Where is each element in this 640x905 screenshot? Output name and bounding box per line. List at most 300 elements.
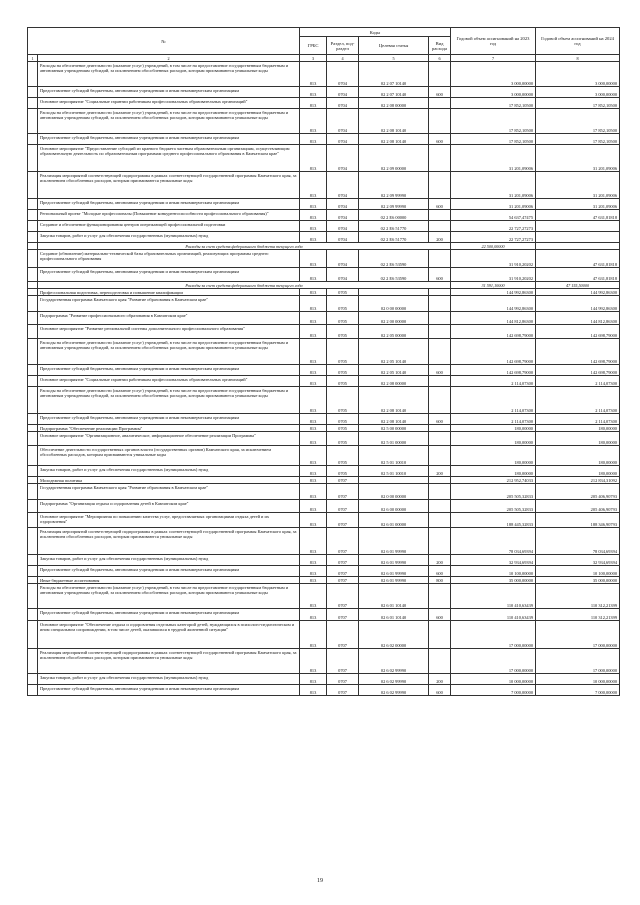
cell-grbs: 813: [300, 312, 327, 325]
cell-vid: [429, 221, 451, 232]
cell-name: Основное мероприятие "Развитие региональной системы дополнительного профессионального образования": [38, 325, 300, 339]
cell-razdel: 0704: [327, 62, 359, 87]
cell-index: [28, 466, 38, 477]
cell-grbs: 813: [300, 232, 327, 243]
cell-amount-2024: 32 934,69394: [536, 555, 620, 566]
header-colnum: 8: [536, 55, 620, 62]
cell-csr: 02 2 08 10140: [359, 387, 429, 414]
cell-csr: 02 2 00 00000: [359, 312, 429, 325]
header-codes: Коды: [300, 28, 451, 37]
cell-vid: [429, 109, 451, 134]
cell-razdel: 0704: [327, 232, 359, 243]
cell-razdel: 0705: [327, 339, 359, 365]
header-colnum: 5: [359, 55, 429, 62]
cell-amount-2024: 144 812,86300: [536, 312, 620, 325]
cell-grbs: 813: [300, 87, 327, 98]
cell-razdel: 0704: [327, 134, 359, 145]
cell-index: [28, 387, 38, 414]
cell-csr: 02 2 08 10140: [359, 134, 429, 145]
cell-razdel: 0705: [327, 289, 359, 296]
table-row: [28, 289, 620, 296]
cell-amount-2023: 180,00000: [451, 446, 536, 466]
cell-razdel: 0707: [327, 577, 359, 584]
cell-name: Предоставление субсидий бюджетным, автономным учреждениям и иным некоммерческим организациям: [38, 685, 300, 696]
cell-vid: [429, 621, 451, 649]
cell-amount-2024: 35 000,00000: [536, 577, 620, 584]
cell-index: [28, 282, 38, 289]
cell-name: Расходы на обеспечение деятельности (оказание услуг) учреждений, в том числе на предоставление государственным бюджетным и автономным учреждениям субсидий, за исключением обособленных расходов, которым присваиваются уникальные коды: [38, 339, 300, 365]
table-row: [28, 555, 620, 566]
cell-name: Подпрограмма "Организация отдыха и оздоровления детей в Камчатском крае": [38, 500, 300, 513]
cell-grbs: 813: [300, 414, 327, 425]
table-row: [28, 134, 620, 145]
cell-amount-2024: 3 000,00000: [536, 62, 620, 87]
cell-index: [28, 325, 38, 339]
cell-amount-2024: [536, 232, 620, 243]
table-row: [28, 312, 620, 325]
header-2023: Годовой объем ассигнований на 2023 год: [451, 28, 536, 55]
cell-amount-2023: 17 852,10500: [451, 134, 536, 145]
cell-amount-2023: 144 812,86300: [451, 312, 536, 325]
cell-grbs: 813: [300, 685, 327, 696]
cell-razdel: 0707: [327, 513, 359, 528]
header-num: №: [28, 28, 300, 55]
cell-csr: 02 6 02 99990: [359, 685, 429, 696]
table-row: [28, 446, 620, 466]
cell-grbs: 813: [300, 649, 327, 674]
cell-name: Расходы на обеспечение деятельности (оказание услуг) учреждений, в том числе на предоставление государственным бюджетным и автономным учреждениям субсидий, за исключением обособленных расходов, которым присваиваются уникальные коды: [38, 109, 300, 134]
cell-csr: 02 2 E6 51770: [359, 221, 429, 232]
table-row: [28, 376, 620, 387]
cell-grbs: 813: [300, 577, 327, 584]
cell-name: Расходы на обеспечение деятельности (оказание услуг) учреждений, в том числе на предоставление государственным бюджетным и автономным учреждениям субсидий, за исключением обособленных расходов, которым присваиваются уникальные коды: [38, 387, 300, 414]
table-row: [28, 685, 620, 696]
cell-name: Иные бюджетные ассигнования: [38, 577, 300, 584]
cell-name: Предоставление субсидий бюджетным, автономным учреждениям и иным некоммерческим организациям: [38, 609, 300, 621]
table-row: [28, 500, 620, 513]
cell-vid: [429, 289, 451, 296]
cell-razdel: 0705: [327, 446, 359, 466]
cell-index: [28, 477, 38, 484]
cell-name: Основное мероприятие "Предоставление субсидий из краевого бюджета частным образовательным организациям, осуществляющим образовательную деятельность по образовательным программам среднего профессионального образования в Камчатском крае": [38, 145, 300, 172]
cell-csr: 02 2 08 10140: [359, 109, 429, 134]
cell-grbs: 813: [300, 674, 327, 685]
cell-grbs: 813: [300, 221, 327, 232]
cell-index: [28, 425, 38, 432]
cell-vid: [429, 446, 451, 466]
cell-name: Создание (обновление) материально-технической базы образовательных организаций, реализующих программы среднего профессионального образования: [38, 250, 300, 268]
cell-index: [28, 566, 38, 577]
cell-index: [28, 145, 38, 172]
cell-amount-2023: 22 500,00000: [451, 243, 536, 250]
cell-name: Подпрограмма "Развитие профессионального образования в Камчатском крае": [38, 312, 300, 325]
cell-csr: 02 6 01 99990: [359, 555, 429, 566]
cell-amount-2024: 205 406,90793: [536, 484, 620, 500]
cell-razdel: 0707: [327, 500, 359, 513]
cell-grbs: 813: [300, 62, 327, 87]
cell-amount-2024: 47 631,81818: [536, 210, 620, 221]
cell-vid: [429, 528, 451, 555]
cell-name: Региональный проект "Молодые профессионалы (Повышение конкурентоспособности профессионального образования)": [38, 210, 300, 221]
cell-amount-2024: 7 000,00000: [536, 685, 620, 696]
table-row: [28, 674, 620, 685]
cell-csr: 02 5 01 10010: [359, 446, 429, 466]
cell-csr: 02 2 08 10140: [359, 414, 429, 425]
cell-amount-2023: 31 910,20202: [451, 268, 536, 282]
cell-amount-2024: 180,00000: [536, 466, 620, 477]
cell-amount-2024: 142 698,79000: [536, 325, 620, 339]
cell-index: [28, 609, 38, 621]
cell-vid: 600: [429, 199, 451, 210]
cell-index: [28, 268, 38, 282]
cell-vid: [429, 312, 451, 325]
table-row: [28, 425, 620, 432]
cell-amount-2024: 2 114,07300: [536, 387, 620, 414]
cell-index: [28, 555, 38, 566]
table-row: [28, 466, 620, 477]
cell-amount-2023: 22 727,27273: [451, 232, 536, 243]
table-row: [28, 528, 620, 555]
cell-csr: 02 2 E6 53590: [359, 250, 429, 268]
table-row: [28, 232, 620, 243]
table-row: [28, 365, 620, 376]
table-row: [28, 609, 620, 621]
table-row: [28, 649, 620, 674]
cell-index: [28, 446, 38, 466]
table-row: [28, 584, 620, 609]
cell-note: Расходы за счет средств федерального бюджета текущего года: [38, 243, 451, 250]
cell-grbs: 813: [300, 609, 327, 621]
cell-csr: 02 6 02 99990: [359, 649, 429, 674]
cell-razdel: 0705: [327, 312, 359, 325]
table-row: [28, 621, 620, 649]
cell-name: Предоставление субсидий бюджетным, автономным учреждениям и иным некоммерческим организациям: [38, 87, 300, 98]
cell-amount-2024: 2 114,07300: [536, 376, 620, 387]
cell-name: Основное мероприятие "Социальные гарантии работникам профессиональных образовательных организаций": [38, 98, 300, 109]
cell-csr: 02 6 02 99990: [359, 674, 429, 685]
cell-amount-2024: 144 992,86300: [536, 289, 620, 296]
cell-amount-2023: 54 637,47475: [451, 210, 536, 221]
cell-razdel: 0707: [327, 685, 359, 696]
cell-name: Реализация мероприятий соответствующей подпрограммы в рамках соответствующей государственной программы Камчатского края, за исключением обособленных расходов, которым присваиваются уникальные коды: [38, 528, 300, 555]
cell-name: Государственная программа Камчатского края "Развитие образования в Камчатском крае": [38, 484, 300, 500]
header-colnum: 1: [28, 55, 38, 62]
cell-index: [28, 296, 38, 312]
table-row: [28, 566, 620, 577]
cell-razdel: 0707: [327, 477, 359, 484]
header-2024: Годовой объем ассигнований на 2024 год: [536, 28, 620, 55]
cell-vid: [429, 500, 451, 513]
cell-grbs: 813: [300, 339, 327, 365]
cell-amount-2024: 17 852,10500: [536, 109, 620, 134]
cell-amount-2023: 2 114,07300: [451, 387, 536, 414]
cell-amount-2023: 17 852,10500: [451, 109, 536, 134]
cell-csr: [359, 477, 429, 484]
cell-index: [28, 87, 38, 98]
cell-amount-2024: 31 201,09006: [536, 172, 620, 199]
cell-razdel: 0707: [327, 609, 359, 621]
cell-vid: 600: [429, 609, 451, 621]
cell-amount-2023: 205 505,32833: [451, 484, 536, 500]
cell-grbs: 813: [300, 365, 327, 376]
cell-amount-2023: 22 727,27273: [451, 221, 536, 232]
cell-amount-2024: 10 000,00000: [536, 674, 620, 685]
cell-amount-2024: 31 201,09006: [536, 145, 620, 172]
cell-csr: 02 2 08 00000: [359, 98, 429, 109]
cell-grbs: 813: [300, 466, 327, 477]
cell-amount-2023: 17 852,10500: [451, 98, 536, 109]
budget-table: [27, 27, 620, 696]
cell-razdel: 0707: [327, 621, 359, 649]
cell-grbs: 813: [300, 109, 327, 134]
cell-vid: [429, 584, 451, 609]
cell-vid: 200: [429, 232, 451, 243]
cell-amount-2024: 17 000,00000: [536, 621, 620, 649]
cell-vid: [429, 484, 451, 500]
cell-index: [28, 621, 38, 649]
cell-csr: 02 0 00 00000: [359, 484, 429, 500]
cell-amount-2024: 47 631,81818: [536, 268, 620, 282]
cell-vid: 600: [429, 414, 451, 425]
cell-csr: 02 2 05 10140: [359, 365, 429, 376]
cell-index: [28, 289, 38, 296]
cell-amount-2023: 31 591,10000: [451, 282, 536, 289]
cell-amount-2023: 3 000,00000: [451, 62, 536, 87]
cell-index: [28, 685, 38, 696]
cell-vid: [429, 649, 451, 674]
cell-amount-2023: 180,00000: [451, 432, 536, 446]
table-row: [28, 250, 620, 268]
cell-csr: 02 6 00 00000: [359, 500, 429, 513]
cell-amount-2024: [536, 221, 620, 232]
cell-csr: 02 6 01 99990: [359, 528, 429, 555]
cell-name: Закупка товаров, работ и услуг для обеспечения государственных (муниципальных) нужд: [38, 555, 300, 566]
cell-csr: [359, 289, 429, 296]
cell-amount-2023: 180,00000: [451, 466, 536, 477]
table-row: [28, 387, 620, 414]
cell-index: [28, 109, 38, 134]
cell-index: [28, 98, 38, 109]
table-row: [28, 145, 620, 172]
cell-razdel: 0705: [327, 414, 359, 425]
cell-vid: [429, 513, 451, 528]
cell-grbs: 813: [300, 500, 327, 513]
table-note-row: [28, 282, 620, 289]
cell-amount-2024: 110 312,21399: [536, 584, 620, 609]
header-colnum: 3: [300, 55, 327, 62]
cell-amount-2023: 3 000,00000: [451, 87, 536, 98]
cell-name: Реализация мероприятий соответствующей подпрограммы в рамках соответствующей государственной программы Камчатского края, за исключением обособленных расходов, которым присваиваются уникальные коды: [38, 649, 300, 674]
cell-razdel: 0705: [327, 466, 359, 477]
cell-amount-2024: 142 698,79000: [536, 365, 620, 376]
cell-csr: 02 6 01 10140: [359, 584, 429, 609]
cell-amount-2024: 110 312,21399: [536, 609, 620, 621]
table-row: [28, 484, 620, 500]
header-colnum: 6: [429, 55, 451, 62]
cell-amount-2024: 31 201,09006: [536, 199, 620, 210]
cell-amount-2023: 10 100,00000: [451, 566, 536, 577]
cell-name: Предоставление субсидий бюджетным, автономным учреждениям и иным некоммерческим организациям: [38, 566, 300, 577]
table-row: [28, 477, 620, 484]
cell-vid: [429, 296, 451, 312]
cell-razdel: 0705: [327, 387, 359, 414]
cell-grbs: 813: [300, 134, 327, 145]
cell-name: Предоставление субсидий бюджетным, автономным учреждениям и иным некоммерческим организациям: [38, 414, 300, 425]
cell-razdel: 0704: [327, 199, 359, 210]
cell-razdel: 0705: [327, 376, 359, 387]
cell-amount-2023: 110 410,63439: [451, 609, 536, 621]
cell-amount-2024: 212 834,31092: [536, 477, 620, 484]
table-row: [28, 513, 620, 528]
cell-amount-2024: 3 000,00000: [536, 87, 620, 98]
cell-amount-2024: 180,00000: [536, 425, 620, 432]
table-row: [28, 172, 620, 199]
cell-grbs: 813: [300, 584, 327, 609]
cell-name: Расходы на обеспечение деятельности (оказание услуг) учреждений, в том числе на предоставление государственным бюджетным и автономным учреждениям субсидий, за исключением обособленных расходов, которым присваиваются уникальные коды: [38, 62, 300, 87]
cell-amount-2023: 205 505,32833: [451, 500, 536, 513]
table-row: [28, 199, 620, 210]
cell-razdel: 0705: [327, 365, 359, 376]
cell-amount-2023: 31 201,09006: [451, 199, 536, 210]
cell-vid: [429, 210, 451, 221]
cell-razdel: 0705: [327, 425, 359, 432]
table-row: [28, 210, 620, 221]
cell-amount-2024: 47 155,50000: [536, 282, 620, 289]
cell-amount-2023: 110 410,63439: [451, 584, 536, 609]
cell-amount-2023: 17 000,00000: [451, 621, 536, 649]
cell-vid: [429, 376, 451, 387]
header-colnum: 7: [451, 55, 536, 62]
cell-grbs: 813: [300, 513, 327, 528]
cell-index: [28, 62, 38, 87]
cell-amount-2024: 180,00000: [536, 446, 620, 466]
cell-csr: 02 6 01 00000: [359, 513, 429, 528]
table-row: [28, 577, 620, 584]
cell-index: [28, 339, 38, 365]
cell-grbs: 813: [300, 387, 327, 414]
cell-amount-2023: 142 698,79000: [451, 339, 536, 365]
cell-amount-2023: 10 000,00000: [451, 674, 536, 685]
cell-vid: [429, 325, 451, 339]
cell-razdel: 0707: [327, 555, 359, 566]
cell-razdel: 0705: [327, 432, 359, 446]
cell-grbs: 813: [300, 376, 327, 387]
cell-vid: [429, 477, 451, 484]
cell-csr: 02 6 01 99990: [359, 577, 429, 584]
cell-csr: 02 2 09 99990: [359, 172, 429, 199]
page-number: 19: [317, 878, 323, 884]
cell-amount-2024: 144 992,86300: [536, 296, 620, 312]
cell-amount-2023: 212 952,74033: [451, 477, 536, 484]
cell-name: Подпрограмма "Обеспечение реализации Программы": [38, 425, 300, 432]
table-row: [28, 296, 620, 312]
cell-vid: 800: [429, 577, 451, 584]
cell-amount-2023: 142 698,79000: [451, 365, 536, 376]
cell-grbs: 813: [300, 296, 327, 312]
cell-razdel: 0704: [327, 109, 359, 134]
cell-csr: 02 0 00 00000: [359, 296, 429, 312]
cell-csr: 02 6 02 00000: [359, 621, 429, 649]
cell-grbs: 813: [300, 477, 327, 484]
cell-razdel: 0705: [327, 325, 359, 339]
cell-amount-2024: 78 034,69394: [536, 528, 620, 555]
cell-index: [28, 528, 38, 555]
cell-razdel: 0707: [327, 528, 359, 555]
cell-razdel: 0704: [327, 268, 359, 282]
table-row: [28, 98, 620, 109]
cell-index: [28, 432, 38, 446]
cell-amount-2023: 7 000,00000: [451, 685, 536, 696]
cell-amount-2024: 188 346,90793: [536, 513, 620, 528]
table-row: [28, 221, 620, 232]
cell-amount-2024: 17 852,10500: [536, 134, 620, 145]
cell-index: [28, 210, 38, 221]
cell-index: [28, 250, 38, 268]
cell-amount-2024: 2 114,07300: [536, 414, 620, 425]
cell-name: Государственная программа Камчатского края "Развитие образования в Камчатском крае": [38, 296, 300, 312]
cell-index: [28, 232, 38, 243]
cell-grbs: 813: [300, 325, 327, 339]
cell-vid: [429, 62, 451, 87]
table-row: [28, 87, 620, 98]
cell-amount-2023: 31 201,09006: [451, 145, 536, 172]
header-colnum: 4: [327, 55, 359, 62]
cell-name: Основное мероприятие "Мероприятия по повышению качества услуг, предоставляемых организациями отдыха детей и их оздоровления": [38, 513, 300, 528]
cell-name: Предоставление субсидий бюджетным, автономным учреждениям и иным некоммерческим организациям: [38, 268, 300, 282]
cell-index: [28, 414, 38, 425]
cell-grbs: 813: [300, 566, 327, 577]
cell-razdel: 0704: [327, 87, 359, 98]
cell-amount-2023: 35 000,00000: [451, 577, 536, 584]
cell-name: Создание и обеспечение функционирования центров опережающей профессиональной подготовки: [38, 221, 300, 232]
cell-razdel: 0704: [327, 172, 359, 199]
cell-name: Профессиональная подготовка, переподготовка и повышение квалификации: [38, 289, 300, 296]
cell-csr: 02 6 01 10140: [359, 609, 429, 621]
cell-amount-2023: 144 992,86300: [451, 296, 536, 312]
cell-vid: [429, 432, 451, 446]
cell-index: [28, 484, 38, 500]
cell-name: Реализация мероприятий соответствующей подпрограммы в рамках соответствующей государственной программы Камчатского края, за исключением обособленных расходов, которым присваиваются уникальные коды: [38, 172, 300, 199]
cell-vid: 200: [429, 555, 451, 566]
cell-amount-2024: 205 406,90793: [536, 500, 620, 513]
cell-amount-2023: 2 114,07300: [451, 414, 536, 425]
header-colnum: 2: [38, 55, 300, 62]
cell-razdel: 0704: [327, 210, 359, 221]
table-row: [28, 432, 620, 446]
table-row: [28, 109, 620, 134]
cell-index: [28, 172, 38, 199]
cell-amount-2023: 180,00000: [451, 425, 536, 432]
cell-razdel: 0704: [327, 221, 359, 232]
cell-name: Предоставление субсидий бюджетным, автономным учреждениям и иным некоммерческим организациям: [38, 365, 300, 376]
cell-name: Закупка товаров, работ и услуг для обеспечения государственных (муниципальных) нужд: [38, 466, 300, 477]
cell-name: Закупка товаров, работ и услуг для обеспечения государственных (муниципальных) нужд: [38, 232, 300, 243]
cell-csr: 02 2 07 10140: [359, 87, 429, 98]
header-grbs: ГРБС: [300, 37, 327, 55]
cell-name: Расходы на обеспечение деятельности (оказание услуг) учреждений, в том числе на предоставление государственным бюджетным и автономным учреждениям субсидий, за исключением обособленных расходов, которым присваиваются уникальные коды: [38, 584, 300, 609]
cell-vid: [429, 172, 451, 199]
cell-index: [28, 312, 38, 325]
cell-index: [28, 584, 38, 609]
cell-razdel: 0707: [327, 484, 359, 500]
cell-csr: 02 2 E6 00000: [359, 210, 429, 221]
cell-vid: [429, 387, 451, 414]
cell-csr: 02 2 05 10140: [359, 339, 429, 365]
cell-razdel: 0707: [327, 584, 359, 609]
budget-table-sheet: [27, 27, 619, 696]
cell-razdel: 0707: [327, 674, 359, 685]
cell-amount-2023: 188 445,32833: [451, 513, 536, 528]
